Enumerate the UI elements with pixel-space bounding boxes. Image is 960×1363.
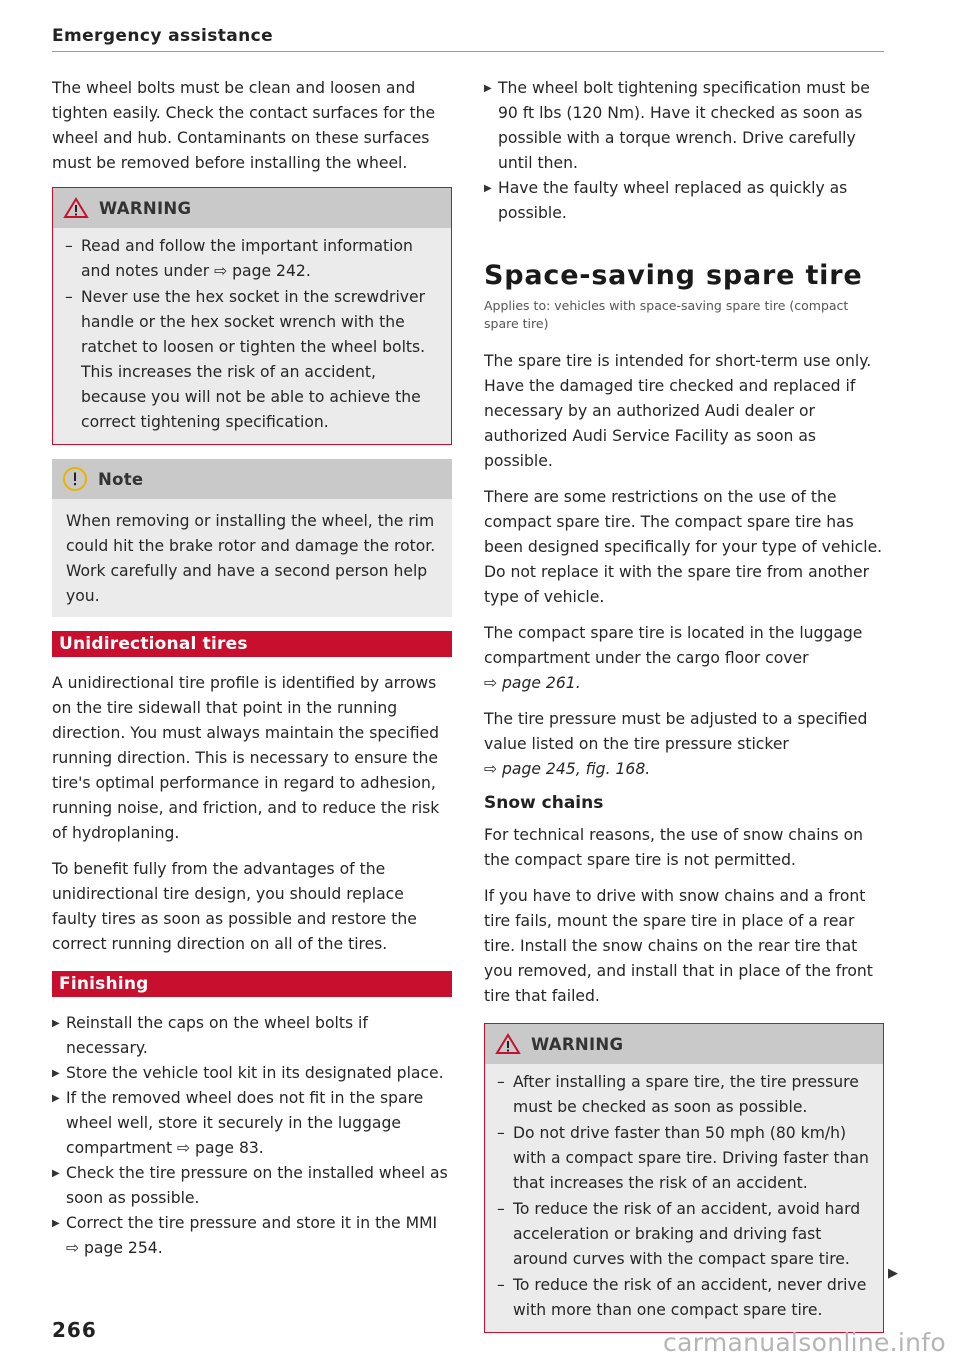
warning-header <box>485 1024 883 1064</box>
page-number: 266 <box>52 1318 97 1342</box>
warning-item: – Do not drive faster than 50 mph (80 km/h) with a compact spare tire. Driving faster than that increases the risk of an accident. <box>497 1124 869 1192</box>
note-box <box>52 459 452 617</box>
triangle-right-icon: ▶ <box>52 1093 60 1104</box>
left-column <box>52 76 452 1261</box>
applies-to-note: Applies to: vehicles with space-saving spare tire (compact spare tire) <box>484 298 849 331</box>
list-item: ▶ Check the tire pressure on the installed wheel as soon as possible. <box>52 1161 452 1211</box>
snow-paragraph-1: For technical reasons, the use of snow chains on the compact spare tire is not permitted. <box>484 826 864 869</box>
warning-body <box>485 1064 883 1332</box>
spare-paragraph-3: The compact spare tire is located in the luggage compartment under the cargo floor cover ⇨ page 261. <box>484 624 863 692</box>
triangle-right-icon: ▶ <box>484 183 492 194</box>
warning-triangle-icon <box>63 197 89 219</box>
warning-item: – To reduce the risk of an accident, avoid hard acceleration or braking and driving fast around curves with the compact spare tire. <box>497 1200 861 1268</box>
warning-item: – To reduce the risk of an accident, never drive with more than one compact spare tire. <box>497 1276 867 1319</box>
list-item: ▶ The wheel bolt tightening specification must be 90 ft lbs (120 Nm). Have it checked as soon as possible with a torque wrench. Drive carefully until then. <box>484 76 884 176</box>
triangle-right-icon: ▶ <box>484 83 492 94</box>
intro-paragraph: The wheel bolts must be clean and loosen and tighten easily. Check the contact surfaces for the wheel and hub. Contaminants on these surfaces must be removed before installing the wheel. <box>52 79 436 172</box>
header-divider <box>52 51 884 52</box>
list-item: ▶ Have the faulty wheel replaced as quickly as possible. <box>484 176 884 226</box>
warning-label: WARNING <box>99 198 192 218</box>
page-reference-link[interactable]: ⇨ page 261. <box>484 674 581 692</box>
unidirectional-paragraph-1: A unidirectional tire profile is identified by arrows on the tire sidewall that point in the running direction. You must always maintain the specified running direction. This is necessary to ensure the tire's optimal performance in regard to adhesion, running noise, and friction, and to reduce the risk of hydroplaning. <box>52 674 440 842</box>
exclamation-circle-icon <box>62 466 88 492</box>
page-reference-link[interactable]: ⇨ page 245, fig. 168. <box>484 760 651 778</box>
spare-paragraph-2: There are some restrictions on the use of the compact spare tire. The compact spare tire has been designed specifically for your type of vehicle. Do not replace it with the spare tire from another type of vehicle. <box>484 488 883 606</box>
warning-box-right <box>484 1023 884 1333</box>
tightening-list <box>484 76 884 226</box>
list-item: ▶ Reinstall the caps on the wheel bolts if necessary. <box>52 1011 452 1061</box>
section-title-spare-tire: Space-saving spare tire <box>484 260 863 291</box>
warning-item: – Never use the hex socket in the screwdriver handle or the hex socket wrench with the ratchet to loosen or tighten the wheel bolts. This increases the risk of an accident, because you will not be able to achieve the correct tightening specification. <box>65 288 426 431</box>
spare-paragraph-4: The tire pressure must be adjusted to a specified value listed on the tire pressure sticker ⇨ page 245, fig. 168. <box>484 710 868 778</box>
finishing-list <box>52 1011 452 1261</box>
list-item: ▶ If the removed wheel does not fit in the spare wheel well, store it securely in the luggage compartment ⇨ page 83. <box>52 1086 452 1161</box>
subheading-snow-chains: Snow chains <box>484 793 604 813</box>
warning-label: WARNING <box>531 1034 624 1054</box>
note-label: Note <box>98 469 144 489</box>
warning-triangle-icon <box>495 1033 521 1055</box>
snow-paragraph-2: If you have to drive with snow chains and a front tire fails, mount the spare tire in place of a rear tire. Install the snow chains on the rear tire that you removed, and install that in place of the front tire that failed. <box>484 887 873 1005</box>
warning-header <box>53 188 451 228</box>
triangle-right-icon: ▶ <box>52 1018 60 1029</box>
page-header-title: Emergency assistance <box>52 26 274 46</box>
triangle-right-icon: ▶ <box>52 1068 60 1079</box>
warning-body <box>53 228 451 444</box>
right-column <box>484 76 884 1347</box>
note-header <box>52 459 452 499</box>
unidirectional-paragraph-2: To benefit fully from the advantages of the unidirectional tire design, you should replace faulty tires as soon as possible and restore the correct running direction on all of the tires. <box>52 860 417 953</box>
note-text: When removing or installing the wheel, the rim could hit the brake rotor and damage the rotor. Work carefully and have a second person help you. <box>66 512 436 605</box>
watermark: carmanualsonline.info <box>663 1328 946 1357</box>
spare-paragraph-1: The spare tire is intended for short-term use only. Have the damaged tire checked and replaced if necessary by an authorized Audi dealer or authorized Audi Service Facility as soon as possible. <box>484 352 872 470</box>
warning-box-left <box>52 187 452 445</box>
list-item: ▶ Store the vehicle tool kit in its designated place. <box>52 1061 452 1086</box>
triangle-right-icon: ▶ <box>52 1168 60 1179</box>
section-heading-finishing: Finishing <box>52 971 452 997</box>
list-item: ▶ Correct the tire pressure and store it in the MMI ⇨ page 254. <box>52 1211 452 1261</box>
continue-arrow-icon: ▶ <box>888 1266 898 1281</box>
section-heading-unidirectional: Unidirectional tires <box>52 631 452 657</box>
warning-item: – Read and follow the important information and notes under ⇨ page 242. <box>65 237 413 280</box>
warning-item: – After installing a spare tire, the tire pressure must be checked as soon as possible. <box>497 1073 859 1116</box>
triangle-right-icon: ▶ <box>52 1218 60 1229</box>
